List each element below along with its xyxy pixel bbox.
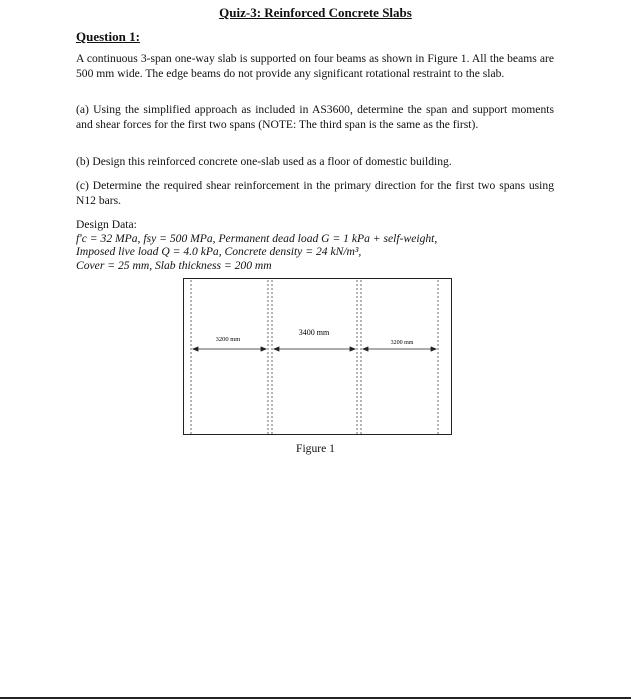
slab-figure — [183, 278, 453, 436]
beam-lines — [191, 280, 438, 434]
design-data-line-2: Imposed live load Q = 4.0 kPa, Concrete density = 24 kN/m³, — [76, 245, 362, 258]
span-3-label: 3200 mm — [390, 340, 414, 346]
span-2-arrow-right — [350, 347, 355, 351]
design-data-heading: Design Data: — [76, 218, 137, 231]
question-heading: Question 1: — [76, 29, 140, 44]
question-part-c: (c) Determine the required shear reinforcement in the primary direction for the first two spans using N12 bars. — [76, 179, 554, 207]
question-intro: A continuous 3-span one-way slab is supported on four beams as shown in Figure 1. All the beams are 500 mm wide. The edge beams do not provide any significant rotational restraint to the slab. — [76, 52, 554, 80]
span-2-label: 3400 mm — [298, 328, 330, 337]
dimension-arrows — [193, 347, 436, 351]
span-1-arrow-right — [261, 347, 266, 351]
span-1-label: 3200 mm — [215, 336, 241, 343]
page-title: Quiz-3: Reinforced Concrete Slabs — [219, 5, 412, 20]
question-part-a: (a) Using the simplified approach as included in AS3600, determine the span and support moments and shear forces for the first two spans (NOTE: The third span is the same as the first). — [76, 103, 554, 131]
bottom-divider — [0, 697, 631, 699]
slab-outline — [184, 279, 452, 435]
slab-plan-diagram — [183, 278, 453, 436]
question-part-b: (b) Design this reinforced concrete one-slab used as a floor of domestic building. — [76, 155, 452, 168]
design-data — [76, 218, 556, 272]
span-2-arrow-left — [274, 347, 279, 351]
design-data-line-3: Cover = 25 mm, Slab thickness = 200 mm — [76, 258, 272, 272]
span-3-arrow-right — [431, 347, 436, 351]
design-data-line-1: f′c = 32 MPa, fsy = 500 MPa, Permanent dead load G = 1 kPa + self-weight, — [76, 231, 438, 245]
figure-caption: Figure 1 — [296, 442, 335, 455]
span-1-arrow-left — [193, 347, 198, 351]
span-3-arrow-left — [363, 347, 368, 351]
